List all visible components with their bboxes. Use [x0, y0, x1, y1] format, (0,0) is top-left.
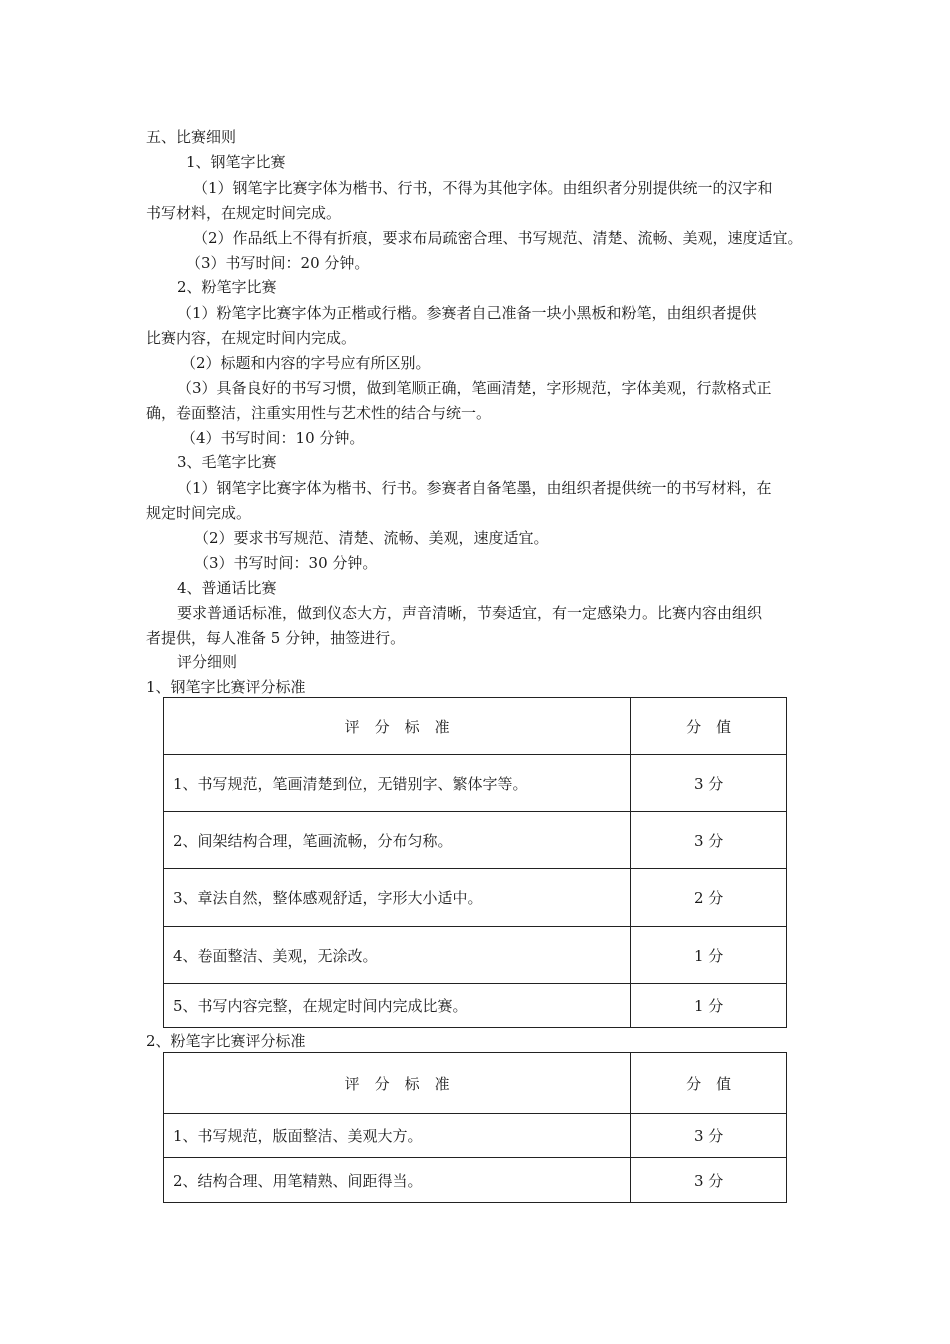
brush-contest-title: 3、毛笔字比赛 — [177, 453, 277, 471]
mandarin-contest-title: 4、普通话比赛 — [177, 579, 277, 597]
table-header-row — [164, 1053, 787, 1114]
score-cell: 1 分 — [631, 927, 787, 984]
score-cell: 1 分 — [631, 984, 787, 1028]
score-cell: 3 分 — [631, 812, 787, 869]
score-cell: 3 分 — [631, 1114, 787, 1158]
brush-rule-2: （2）要求书写规范、清楚、流畅、美观，速度适宜。 — [194, 529, 549, 547]
score-cell: 2 分 — [631, 869, 787, 927]
chalk-rule-1: （1）粉笔字比赛字体为正楷或行楷。参赛者自己准备一块小黑板和粉笔，由组织者提供 — [177, 304, 757, 322]
mandarin-rule: 要求普通话标准，做到仪态大方，声音清晰，节奏适宜，有一定感染力。比赛内容由组织 — [177, 604, 763, 622]
header-score: 分 值 — [631, 698, 787, 755]
table-header-row — [164, 698, 787, 755]
table-row — [164, 984, 787, 1028]
header-criteria: 评 分 标 准 — [164, 698, 631, 755]
criteria-cell: 1、书写规范，笔画清楚到位，无错别字、繁体字等。 — [164, 755, 631, 812]
criteria-cell: 2、结构合理、用笔精熟、间距得当。 — [164, 1158, 631, 1203]
header-score: 分 值 — [631, 1053, 787, 1114]
chalk-contest-title: 2、粉笔字比赛 — [177, 278, 277, 296]
brush-rule-1-cont: 规定时间完成。 — [146, 504, 252, 522]
table-row — [164, 1158, 787, 1203]
score-cell: 3 分 — [631, 755, 787, 812]
brush-rule-1: （1）钢笔字比赛字体为楷书、行书。参赛者自备笔墨，由组织者提供统一的书写材料，在 — [177, 479, 772, 497]
score-cell: 3 分 — [631, 1158, 787, 1203]
chalk-table-caption: 2、粉笔字比赛评分标准 — [146, 1032, 306, 1050]
pen-contest-title: 1、钢笔字比赛 — [186, 153, 286, 171]
pen-rule-3: （3）书写时间：20 分钟。 — [186, 254, 370, 272]
chalk-rule-2: （2）标题和内容的字号应有所区别。 — [181, 354, 431, 372]
pen-rule-1: （1）钢笔字比赛字体为楷书、行书，不得为其他字体。由组织者分别提供统一的汉字和 — [193, 179, 773, 197]
pen-rule-2: （2）作品纸上不得有折痕，要求布局疏密合理、书写规范、清楚、流畅、美观，速度适宜。 — [193, 229, 803, 247]
chalk-rule-3: （3）具备良好的书写习惯，做到笔顺正确，笔画清楚，字形规范，字体美观，行款格式正 — [177, 379, 772, 397]
criteria-cell: 4、卷面整洁、美观，无涂改。 — [164, 927, 631, 984]
table-row — [164, 869, 787, 927]
brush-rule-3: （3）书写时间：30 分钟。 — [194, 554, 378, 572]
criteria-cell: 5、书写内容完整，在规定时间内完成比赛。 — [164, 984, 631, 1028]
table-row — [164, 1114, 787, 1158]
criteria-cell: 1、书写规范，版面整洁、美观大方。 — [164, 1114, 631, 1158]
mandarin-rule-cont: 者提供，每人准备 5 分钟，抽签进行。 — [146, 629, 406, 647]
section-title: 五、比赛细则 — [146, 128, 237, 146]
chalk-scoring-table — [163, 1052, 787, 1203]
pen-table-caption: 1、钢笔字比赛评分标准 — [146, 678, 306, 696]
chalk-rule-4: （4）书写时间：10 分钟。 — [181, 429, 365, 447]
table-row — [164, 755, 787, 812]
pen-scoring-table — [163, 697, 787, 1028]
criteria-cell: 3、章法自然，整体感观舒适，字形大小适中。 — [164, 869, 631, 927]
header-criteria: 评 分 标 准 — [164, 1053, 631, 1114]
table-row — [164, 812, 787, 869]
chalk-rule-3-cont: 确，卷面整洁，注重实用性与艺术性的结合与统一。 — [146, 404, 492, 422]
scoring-title: 评分细则 — [177, 653, 238, 671]
table-row — [164, 927, 787, 984]
pen-rule-1-cont: 书写材料，在规定时间完成。 — [146, 204, 342, 222]
criteria-cell: 2、间架结构合理，笔画流畅，分布匀称。 — [164, 812, 631, 869]
chalk-rule-1-cont: 比赛内容，在规定时间内完成。 — [146, 329, 357, 347]
